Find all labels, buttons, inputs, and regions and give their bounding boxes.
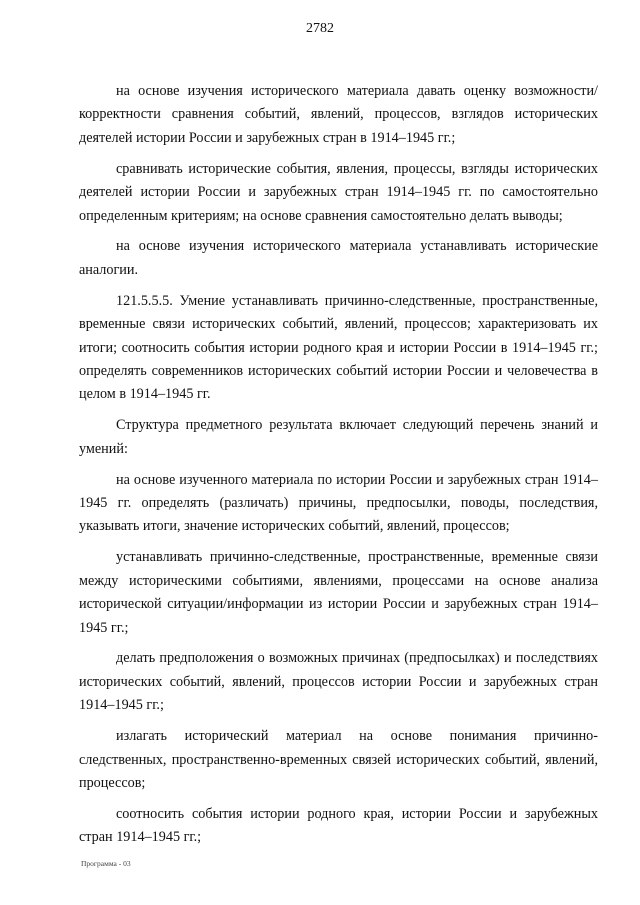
- paragraph: излагать исторический материал на основе понимания причинно-следственных, пространственно-временных связей исторических событий, явлений, процессов;: [79, 728, 598, 791]
- paragraph: устанавливать причинно-следственные, пространственные, временные связи между историческими событиями, явлениями, процессами на основе анализа исторической ситуации/информации из истории России и зарубежных стран 1914–1945 гг.;: [79, 549, 598, 636]
- paragraph: соотносить события истории родного края, истории России и зарубежных стран 1914–1945 гг.;: [79, 805, 598, 846]
- paragraph: 121.5.5.5. Умение устанавливать причинно-следственные, пространственные, временные связи исторических событий, явлений, процессов; характеризовать их итоги; соотносить события истории родного края и истории России в 1914–1945 гг.; определять современников исторических событий истории России и человечества в целом в 1914–1945 гг.: [79, 292, 598, 403]
- paragraph: на основе изучения исторического материала устанавливать исторические аналогии.: [79, 238, 598, 278]
- paragraph: Структура предметного результата включает следующий перечень знаний и умений:: [79, 417, 598, 457]
- paragraph: на основе изученного материала по истории России и зарубежных стран 1914–1945 гг. определять (различать) причины, предпосылки, поводы, последствия, указывать итоги, значение исторических событий, явлений, процессов;: [79, 471, 598, 535]
- document-body: [79, 80, 598, 857]
- paragraph: на основе изучения исторического материала давать оценку возможности/корректности сравнения событий, явлений, процессов, взглядов исторических деятелей истории России и зарубежных стран в 1914–1945 гг.;: [79, 83, 598, 146]
- footer-label: Программа - 03: [81, 859, 131, 868]
- paragraph: сравнивать исторические события, явления, процессы, взгляды исторических деятелей истории России и зарубежных стран 1914–1945 гг. по самостоятельно определенным критериям; на основе сравнения самостоятельно делать выводы;: [79, 160, 598, 224]
- paragraph: делать предположения о возможных причинах (предпосылках) и последствиях исторических событий, явлений, процессов истории России и зарубежных стран 1914–1945 гг.;: [79, 650, 598, 714]
- page-number: 2782: [306, 21, 334, 36]
